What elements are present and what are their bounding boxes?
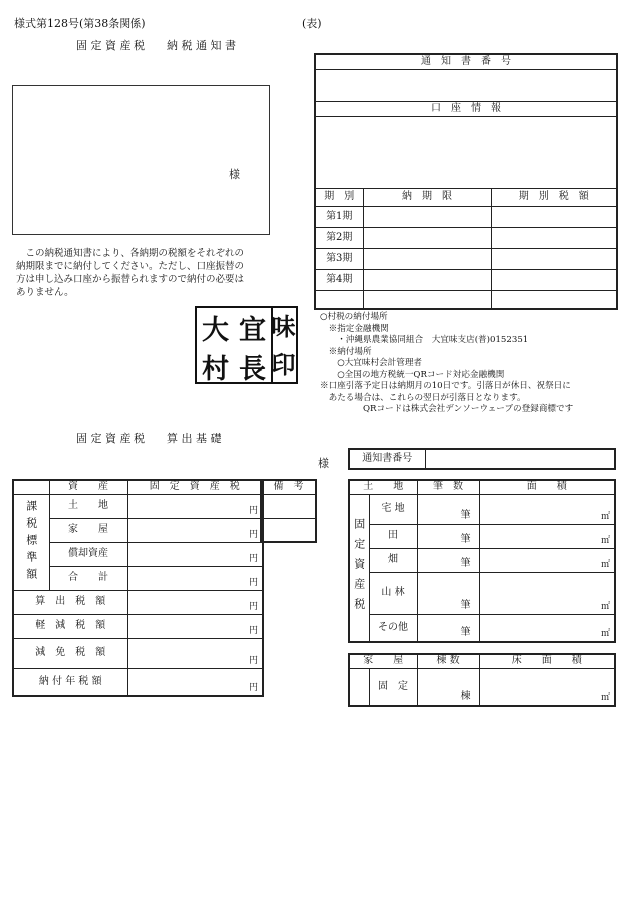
payment-info-line: QRコードは株式会社デンソーウェーブの登録商標です — [320, 404, 574, 414]
schedule-header: 期 別 — [315, 188, 363, 206]
house-count-cell — [417, 668, 479, 706]
land-group-label: 固定資産税 — [349, 494, 369, 642]
land-row-label: 畑 — [369, 548, 417, 572]
land-area-cell — [479, 614, 615, 642]
summary-row-label: 算 出 税 額 — [13, 590, 127, 614]
area-unit: ㎡ — [600, 511, 610, 522]
official-seal — [195, 306, 273, 384]
seal-char: 大 — [202, 315, 229, 346]
asset-row-value — [127, 542, 263, 566]
due-date-cell — [363, 290, 491, 309]
house-area-cell — [479, 668, 615, 706]
summary-row-value — [127, 638, 263, 668]
tax-basis-table — [12, 479, 264, 697]
house-row-label: 固 定 — [369, 668, 417, 706]
summary-row-value — [127, 668, 263, 696]
due-date-cell — [363, 227, 491, 248]
seal-char: 村 — [202, 354, 229, 385]
note-cell — [261, 494, 316, 518]
house-table — [348, 653, 616, 707]
side-indicator: (表) — [302, 17, 322, 30]
notice-line: ありません。 — [16, 287, 74, 298]
land-table — [348, 479, 616, 643]
land-header: 土 地 — [349, 480, 417, 494]
col-value-header: 固 定 資 産 税 — [127, 480, 263, 494]
house-header: 床 面 積 — [479, 654, 615, 668]
period-tax-cell — [491, 227, 617, 248]
asset-row-value — [127, 566, 263, 590]
asset-row-label: 償却資産 — [49, 542, 127, 566]
notice-number-label: 通 知 書 番 号 — [315, 54, 617, 69]
period-tax-cell — [491, 248, 617, 269]
count-unit: 筆 — [460, 533, 471, 545]
land-area-cell — [479, 524, 615, 548]
period-tax-cell — [491, 290, 617, 309]
due-date-cell — [363, 206, 491, 227]
yen-unit: 円 — [248, 577, 258, 588]
land-notice-number-label: 通知書番号 — [349, 449, 425, 469]
seal-char: 宜 — [239, 315, 266, 346]
yen-unit: 円 — [248, 505, 258, 516]
yen-unit: 円 — [248, 655, 258, 666]
payment-info — [320, 312, 573, 416]
asset-row-value — [127, 518, 263, 542]
period-tax-cell — [491, 206, 617, 227]
notice-line: 方は申し込み口座から振替られますので納付の必要は — [16, 274, 245, 285]
schedule-table — [314, 53, 618, 310]
payment-info-line: ※口座引落予定日は納期月の10日です。引落日が休日、祝祭日に — [320, 381, 571, 391]
schedule-header: 期 別 税 額 — [491, 188, 617, 206]
account-info-label: 口 座 情 報 — [315, 101, 617, 116]
count-unit: 筆 — [460, 627, 471, 638]
count-unit: 筆 — [460, 509, 471, 521]
period-label: 第1期 — [315, 206, 363, 227]
area-unit: ㎡ — [600, 559, 610, 570]
land-row-label: 山 林 — [369, 572, 417, 614]
address-honorific: 様 — [229, 168, 240, 181]
address-box — [12, 85, 270, 235]
asset-row-label: 合 計 — [49, 566, 127, 590]
land-row-label: 田 — [369, 524, 417, 548]
calc-honorific: 様 — [318, 457, 329, 470]
land-area-cell — [479, 494, 615, 524]
period-tax-cell — [491, 269, 617, 290]
summary-row-label: 納 付 年 税 額 — [13, 668, 127, 696]
area-unit: ㎡ — [600, 629, 610, 639]
summary-row-value — [127, 590, 263, 614]
land-row-label: 宅 地 — [369, 494, 417, 524]
land-notice-number-value — [425, 449, 615, 469]
land-count-cell — [417, 524, 479, 548]
house-header: 棟 数 — [417, 654, 479, 668]
calc-section-title: 固 定 資 産 税 算 出 基 礎 — [76, 432, 222, 445]
seal-char: 味 — [271, 313, 296, 341]
summary-row-value — [127, 614, 263, 638]
seal-right — [271, 306, 298, 384]
payment-info-line: ※納付場所 — [320, 346, 372, 357]
land-area-cell — [479, 548, 615, 572]
payment-info-line: ○全国の地方税統一QRコード対応金融機関 — [320, 369, 505, 380]
summary-row-label: 減 免 税 額 — [13, 638, 127, 668]
area-unit: ㎡ — [600, 601, 610, 612]
period-label — [315, 290, 363, 309]
payment-info-line: ※指定金融機関 — [320, 323, 389, 334]
yen-unit: 円 — [248, 625, 258, 636]
area-unit: ㎡ — [600, 693, 610, 703]
payment-info-line: ・沖縄県農業協同組合 大宜味支店(普)0152351 — [320, 335, 529, 345]
land-count-cell — [417, 572, 479, 614]
asset-row-label: 土 地 — [49, 494, 127, 518]
notice-text — [16, 247, 244, 299]
count-unit: 筆 — [460, 599, 471, 611]
yen-unit: 円 — [248, 601, 258, 612]
yen-unit: 円 — [248, 553, 258, 564]
schedule-header: 納 期 限 — [363, 188, 491, 206]
yen-unit: 円 — [248, 529, 258, 540]
land-area-cell — [479, 572, 615, 614]
land-count-cell — [417, 494, 479, 524]
summary-row-label: 軽 減 税 額 — [13, 614, 127, 638]
asset-row-value — [127, 494, 263, 518]
notice-number-value — [315, 69, 617, 101]
count-unit: 筆 — [460, 557, 471, 569]
payment-info-line: あたる場合は、これらの翌日が引落日となります。 — [320, 392, 526, 403]
land-header: 筆 数 — [417, 480, 479, 494]
notice-line: 納期限までに納付してください。ただし、口座振替の — [16, 261, 245, 272]
col-asset-header: 資 産 — [49, 480, 127, 494]
payment-info-line: ○大宜味村会計管理者 — [320, 358, 423, 368]
basis-label: 課税標準額 — [13, 494, 49, 590]
land-count-cell — [417, 548, 479, 572]
land-row-label: その他 — [369, 614, 417, 642]
yen-unit: 円 — [248, 683, 258, 693]
count-unit: 棟 — [460, 691, 471, 702]
notes-table — [260, 479, 317, 543]
seal-char: 長 — [239, 354, 266, 385]
due-date-cell — [363, 269, 491, 290]
form-number: 様式第128号(第38条関係) — [14, 17, 146, 30]
house-spacer-cell — [349, 668, 369, 706]
account-info-value — [315, 116, 617, 188]
area-unit: ㎡ — [600, 535, 610, 546]
land-header: 面 積 — [479, 480, 615, 494]
page-title: 固 定 資 産 税 納 税 通 知 書 — [76, 39, 236, 52]
notice-line: この納税通知書により、各納期の税額をそれぞれの — [16, 248, 245, 259]
asset-row-label: 家 屋 — [49, 518, 127, 542]
due-date-cell — [363, 248, 491, 269]
land-count-cell — [417, 614, 479, 642]
period-label: 第4期 — [315, 269, 363, 290]
col-note-header: 備 考 — [261, 480, 316, 494]
payment-info-line: ○村税の納付場所 — [320, 312, 388, 322]
corner-cell — [13, 480, 49, 494]
seal-char: 印 — [271, 351, 296, 379]
land-notice-number-box — [348, 448, 616, 470]
period-label: 第3期 — [315, 248, 363, 269]
period-label: 第2期 — [315, 227, 363, 248]
house-header: 家 屋 — [349, 654, 417, 668]
note-cell — [261, 518, 316, 542]
